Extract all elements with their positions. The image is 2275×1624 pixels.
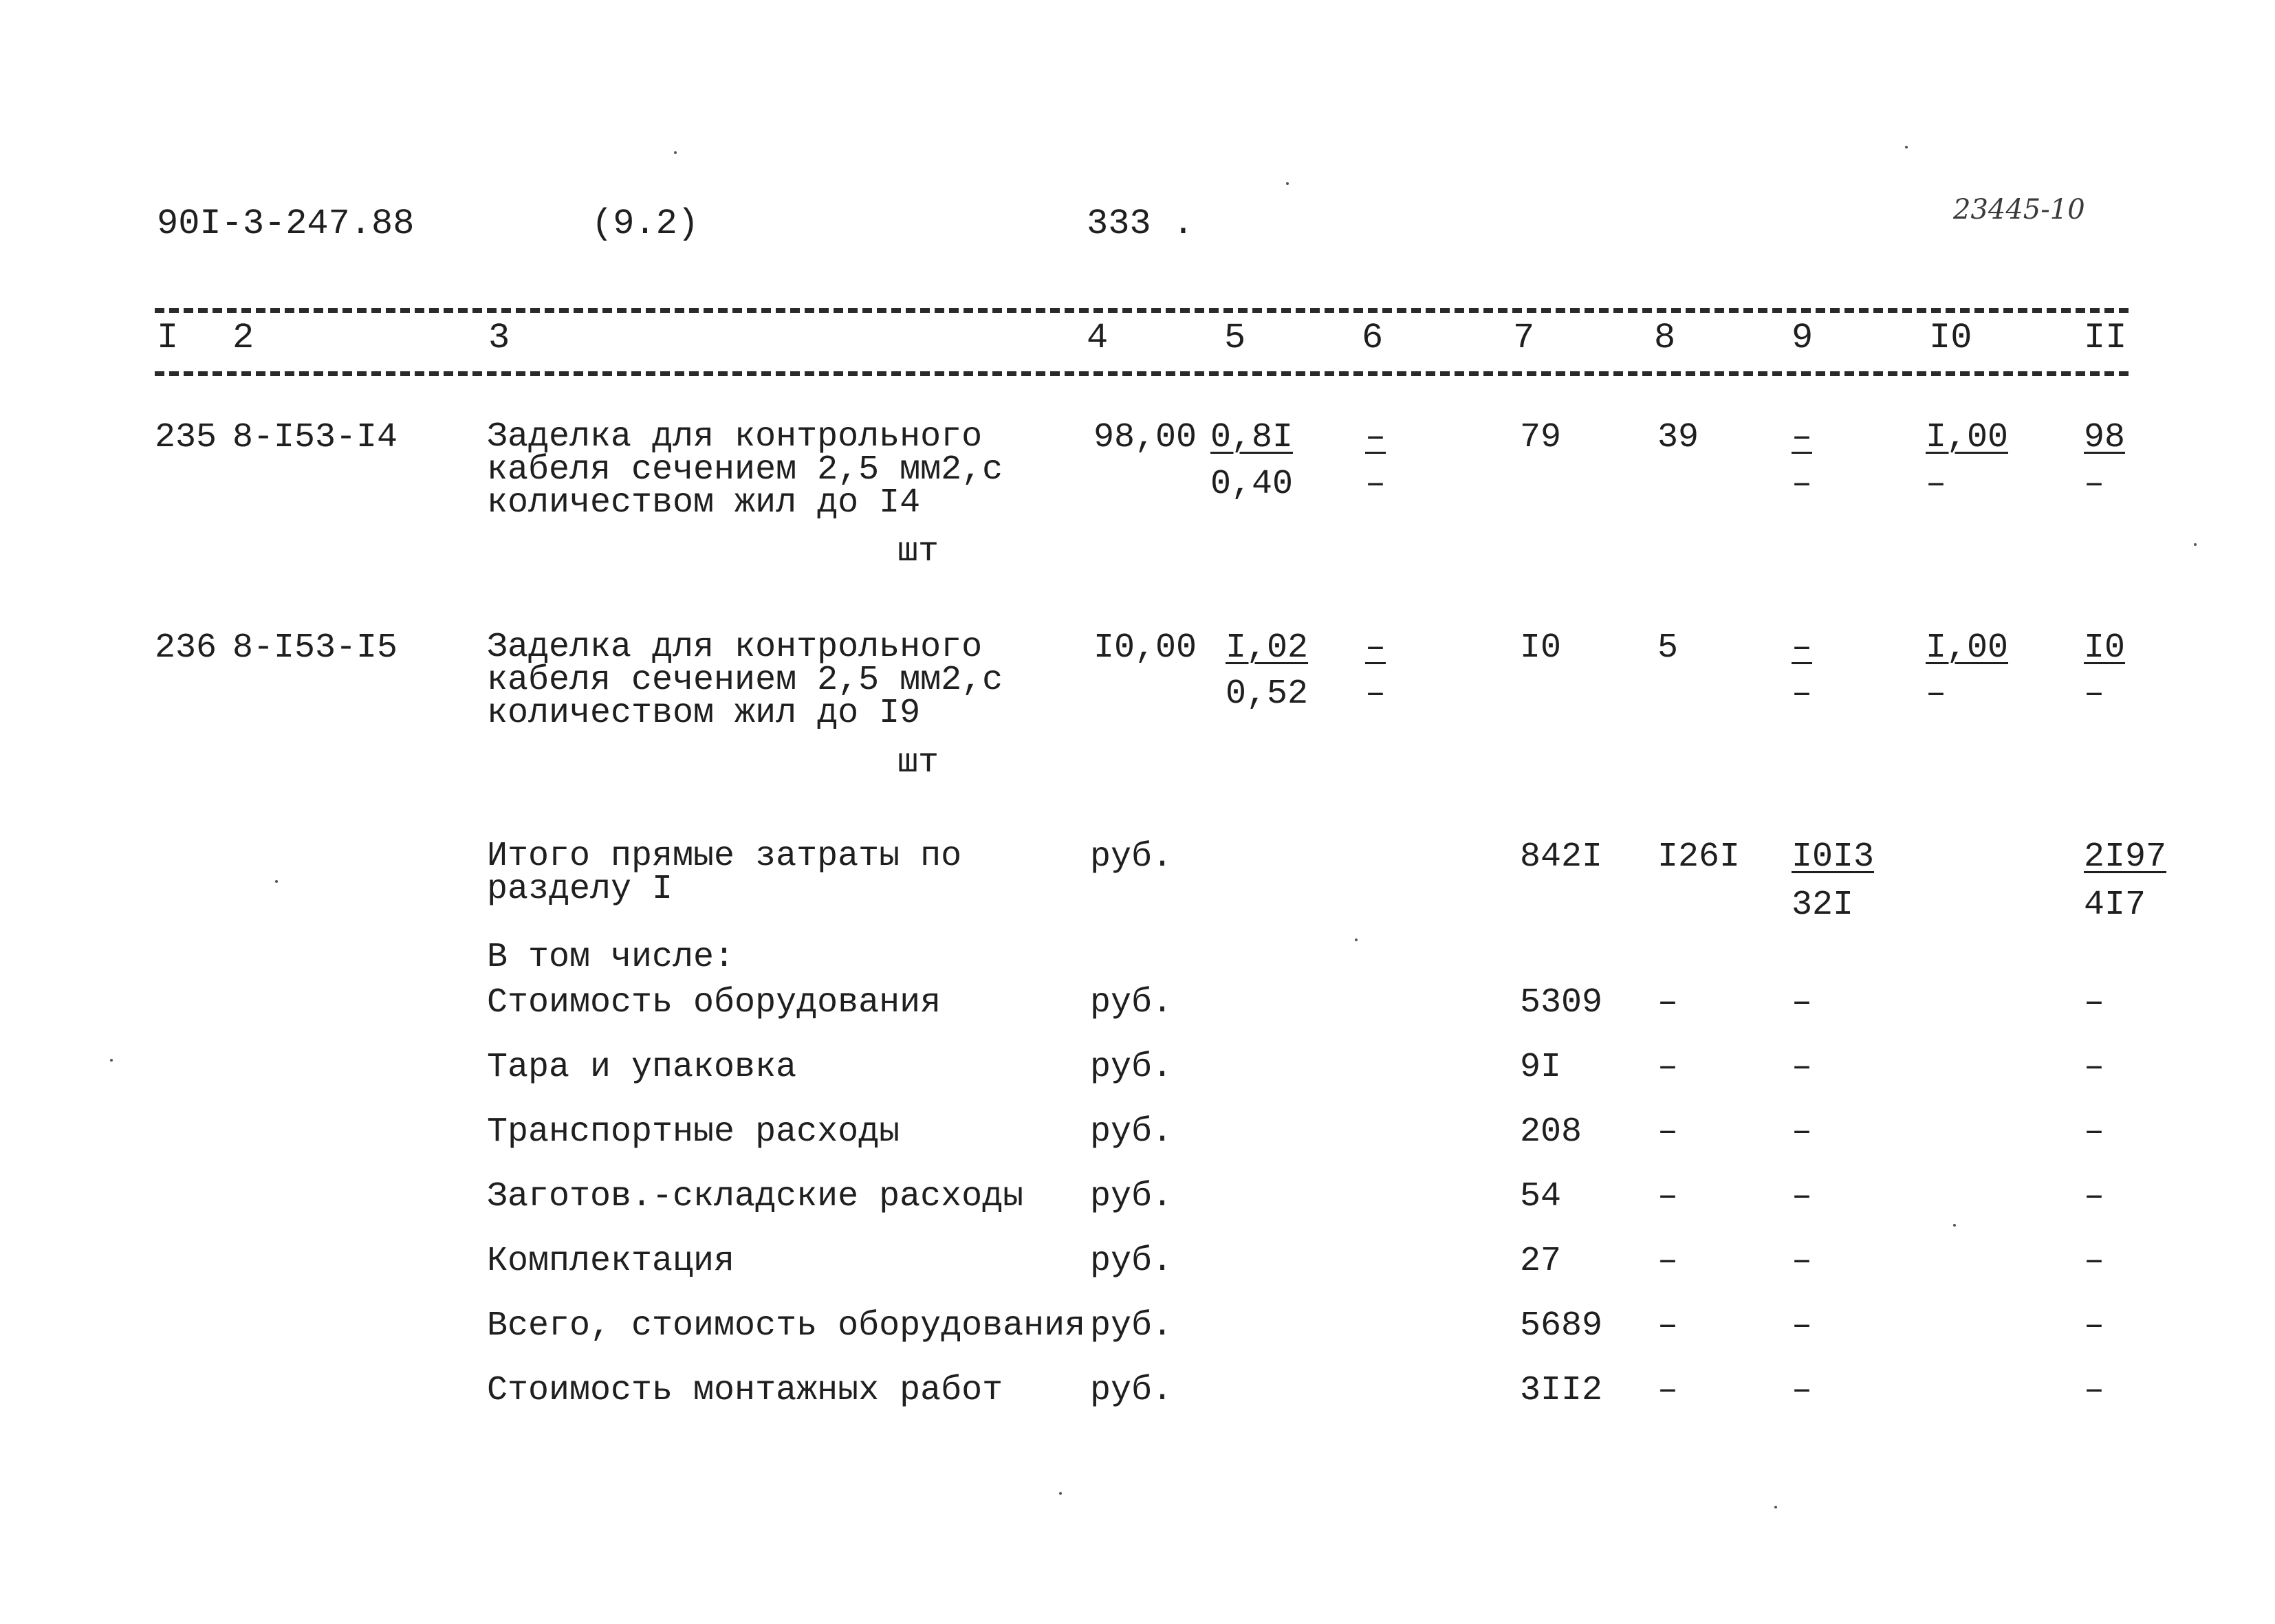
breakdown-c11: –	[2084, 1242, 2105, 1281]
scan-speck	[1774, 1506, 1777, 1508]
breakdown-unit: руб.	[1090, 1177, 1173, 1216]
col-header-2: 2	[232, 318, 254, 358]
breakdown-c8: –	[1657, 1242, 1679, 1281]
breakdown-c7: 3II2	[1520, 1371, 1603, 1410]
col-header-9: 9	[1792, 318, 1814, 358]
breakdown-c7: 9I	[1520, 1048, 1562, 1087]
breakdown-c11: –	[2084, 1177, 2105, 1216]
breakdown-label: Стоимость оборудования	[487, 983, 941, 1022]
breakdown-c8: –	[1657, 1112, 1679, 1152]
including-label: В том числе:	[487, 938, 735, 977]
breakdown-c7: 5689	[1520, 1306, 1603, 1346]
scan-speck	[1953, 1224, 1956, 1227]
breakdown-c7: 5309	[1520, 983, 1603, 1022]
document-code: 90I-3-247.88	[157, 204, 415, 244]
total-label-line: разделу I	[487, 870, 673, 909]
breakdown-unit: руб.	[1090, 1371, 1173, 1410]
breakdown-c9: –	[1792, 1048, 1813, 1087]
breakdown-unit: руб.	[1090, 1048, 1173, 1087]
breakdown-label: Комплектация	[487, 1242, 735, 1281]
row-c10-top: I,00	[1926, 628, 2009, 668]
breakdown-label: Тара и упаковка	[487, 1048, 797, 1087]
scan-speck	[110, 1059, 113, 1062]
row-c10-bottom: –	[1926, 465, 1947, 504]
breakdown-c9: –	[1792, 1371, 1813, 1410]
total-label	[487, 837, 962, 909]
breakdown-c7: 27	[1520, 1242, 1562, 1281]
row-c8: 39	[1657, 418, 1699, 457]
scan-speck	[1286, 182, 1289, 185]
desc-line: количеством жил до I4	[487, 483, 921, 523]
row-c5-bottom: 0,52	[1226, 674, 1309, 714]
scan-speck	[674, 151, 677, 154]
row-description	[487, 417, 1003, 523]
row-c5-bottom: 0,40	[1210, 465, 1294, 504]
total-c8: I26I	[1657, 837, 1741, 877]
breakdown-c11: –	[2084, 1306, 2105, 1346]
col-header-11: II	[2084, 318, 2127, 358]
breakdown-c11: –	[2084, 1371, 2105, 1410]
breakdown-c9: –	[1792, 1112, 1813, 1152]
col-header-4: 4	[1087, 318, 1109, 358]
page-number: 333 .	[1087, 204, 1195, 244]
desc-line: Заделка для контрольного	[487, 417, 983, 457]
row-c5-top: 0,8I	[1210, 418, 1294, 457]
total-c9-bottom: 32I	[1792, 886, 1854, 925]
row-c7: 79	[1520, 418, 1562, 457]
breakdown-c11: –	[2084, 983, 2105, 1022]
breakdown-c7: 208	[1520, 1112, 1582, 1152]
breakdown-c11: –	[2084, 1112, 2105, 1152]
breakdown-c8: –	[1657, 1177, 1679, 1216]
row-c11-bottom: –	[2084, 465, 2105, 504]
row-c6-bottom: –	[1365, 465, 1386, 504]
col-header-1: I	[157, 318, 179, 358]
breakdown-unit: руб.	[1090, 983, 1173, 1022]
row-c10-top: I,00	[1926, 418, 2009, 457]
col-header-8: 8	[1654, 318, 1676, 358]
desc-line: количеством жил до I9	[487, 694, 921, 733]
row-c4: 98,00	[1093, 418, 1197, 457]
col-header-5: 5	[1224, 318, 1246, 358]
breakdown-c8: –	[1657, 1306, 1679, 1346]
breakdown-label: Транспортные расходы	[487, 1112, 900, 1152]
row-c11-top: 98	[2084, 418, 2126, 457]
breakdown-c9: –	[1792, 1242, 1813, 1281]
row-c7: I0	[1520, 628, 1562, 668]
scan-speck	[1059, 1492, 1062, 1495]
section-number: (9.2)	[591, 204, 699, 244]
breakdown-c8: –	[1657, 1371, 1679, 1410]
row-code: 8-I53-I4	[232, 418, 398, 457]
row-number: 236	[155, 628, 217, 668]
handwritten-stamp: 23445-10	[1953, 194, 2085, 226]
total-c9-top: I0I3	[1792, 837, 1875, 877]
col-header-6: 6	[1362, 318, 1384, 358]
total-unit: руб.	[1090, 837, 1173, 877]
col-header-7: 7	[1513, 318, 1535, 358]
row-c6-top: –	[1365, 628, 1386, 668]
breakdown-unit: руб.	[1090, 1306, 1173, 1346]
desc-line: кабеля сечением 2,5 мм2,с	[487, 661, 1003, 700]
breakdown-label: Всего, стоимость оборудования	[487, 1306, 1086, 1346]
row-c10-bottom: –	[1926, 674, 1947, 714]
breakdown-c9: –	[1792, 983, 1813, 1022]
row-c9-bottom: –	[1792, 465, 1813, 504]
breakdown-c7: 54	[1520, 1177, 1562, 1216]
row-c11-top: I0	[2084, 628, 2126, 668]
scan-speck	[1355, 939, 1358, 941]
desc-line: Заделка для контрольного	[487, 628, 983, 667]
row-c6-top: –	[1365, 418, 1386, 457]
total-c7: 842I	[1520, 837, 1603, 877]
breakdown-label: Заготов.-складские расходы	[487, 1177, 1024, 1216]
total-label-line: Итого прямые затраты по	[487, 837, 962, 876]
scan-speck	[275, 880, 278, 883]
total-c11-bottom: 4I7	[2084, 886, 2146, 925]
col-header-10: I0	[1929, 318, 1972, 358]
row-c9-top: –	[1792, 418, 1813, 457]
breakdown-c11: –	[2084, 1048, 2105, 1087]
breakdown-c9: –	[1792, 1306, 1813, 1346]
col-header-3: 3	[488, 318, 510, 358]
row-c8: 5	[1657, 628, 1679, 668]
scan-speck	[1905, 146, 1908, 149]
scan-speck	[2194, 543, 2197, 546]
row-c9-bottom: –	[1792, 674, 1813, 714]
total-c11-top: 2I97	[2084, 837, 2167, 877]
row-description	[487, 628, 1003, 733]
breakdown-label: Стоимость монтажных работ	[487, 1371, 1003, 1410]
row-number: 235	[155, 418, 217, 457]
row-c11-bottom: –	[2084, 674, 2105, 714]
row-c4: I0,00	[1093, 628, 1197, 668]
breakdown-unit: руб.	[1090, 1112, 1173, 1152]
desc-line: кабеля сечением 2,5 мм2,с	[487, 450, 1003, 490]
breakdown-c9: –	[1792, 1177, 1813, 1216]
row-unit: шт	[897, 532, 939, 571]
row-c5-top: I,02	[1226, 628, 1309, 668]
breakdown-unit: руб.	[1090, 1242, 1173, 1281]
breakdown-c8: –	[1657, 1048, 1679, 1087]
row-c6-bottom: –	[1365, 674, 1386, 714]
row-code: 8-I53-I5	[232, 628, 398, 668]
header-bottom-rule	[155, 371, 2129, 376]
header-top-rule	[155, 308, 2129, 313]
row-c9-top: –	[1792, 628, 1813, 668]
row-unit: шт	[897, 743, 939, 782]
breakdown-c8: –	[1657, 983, 1679, 1022]
